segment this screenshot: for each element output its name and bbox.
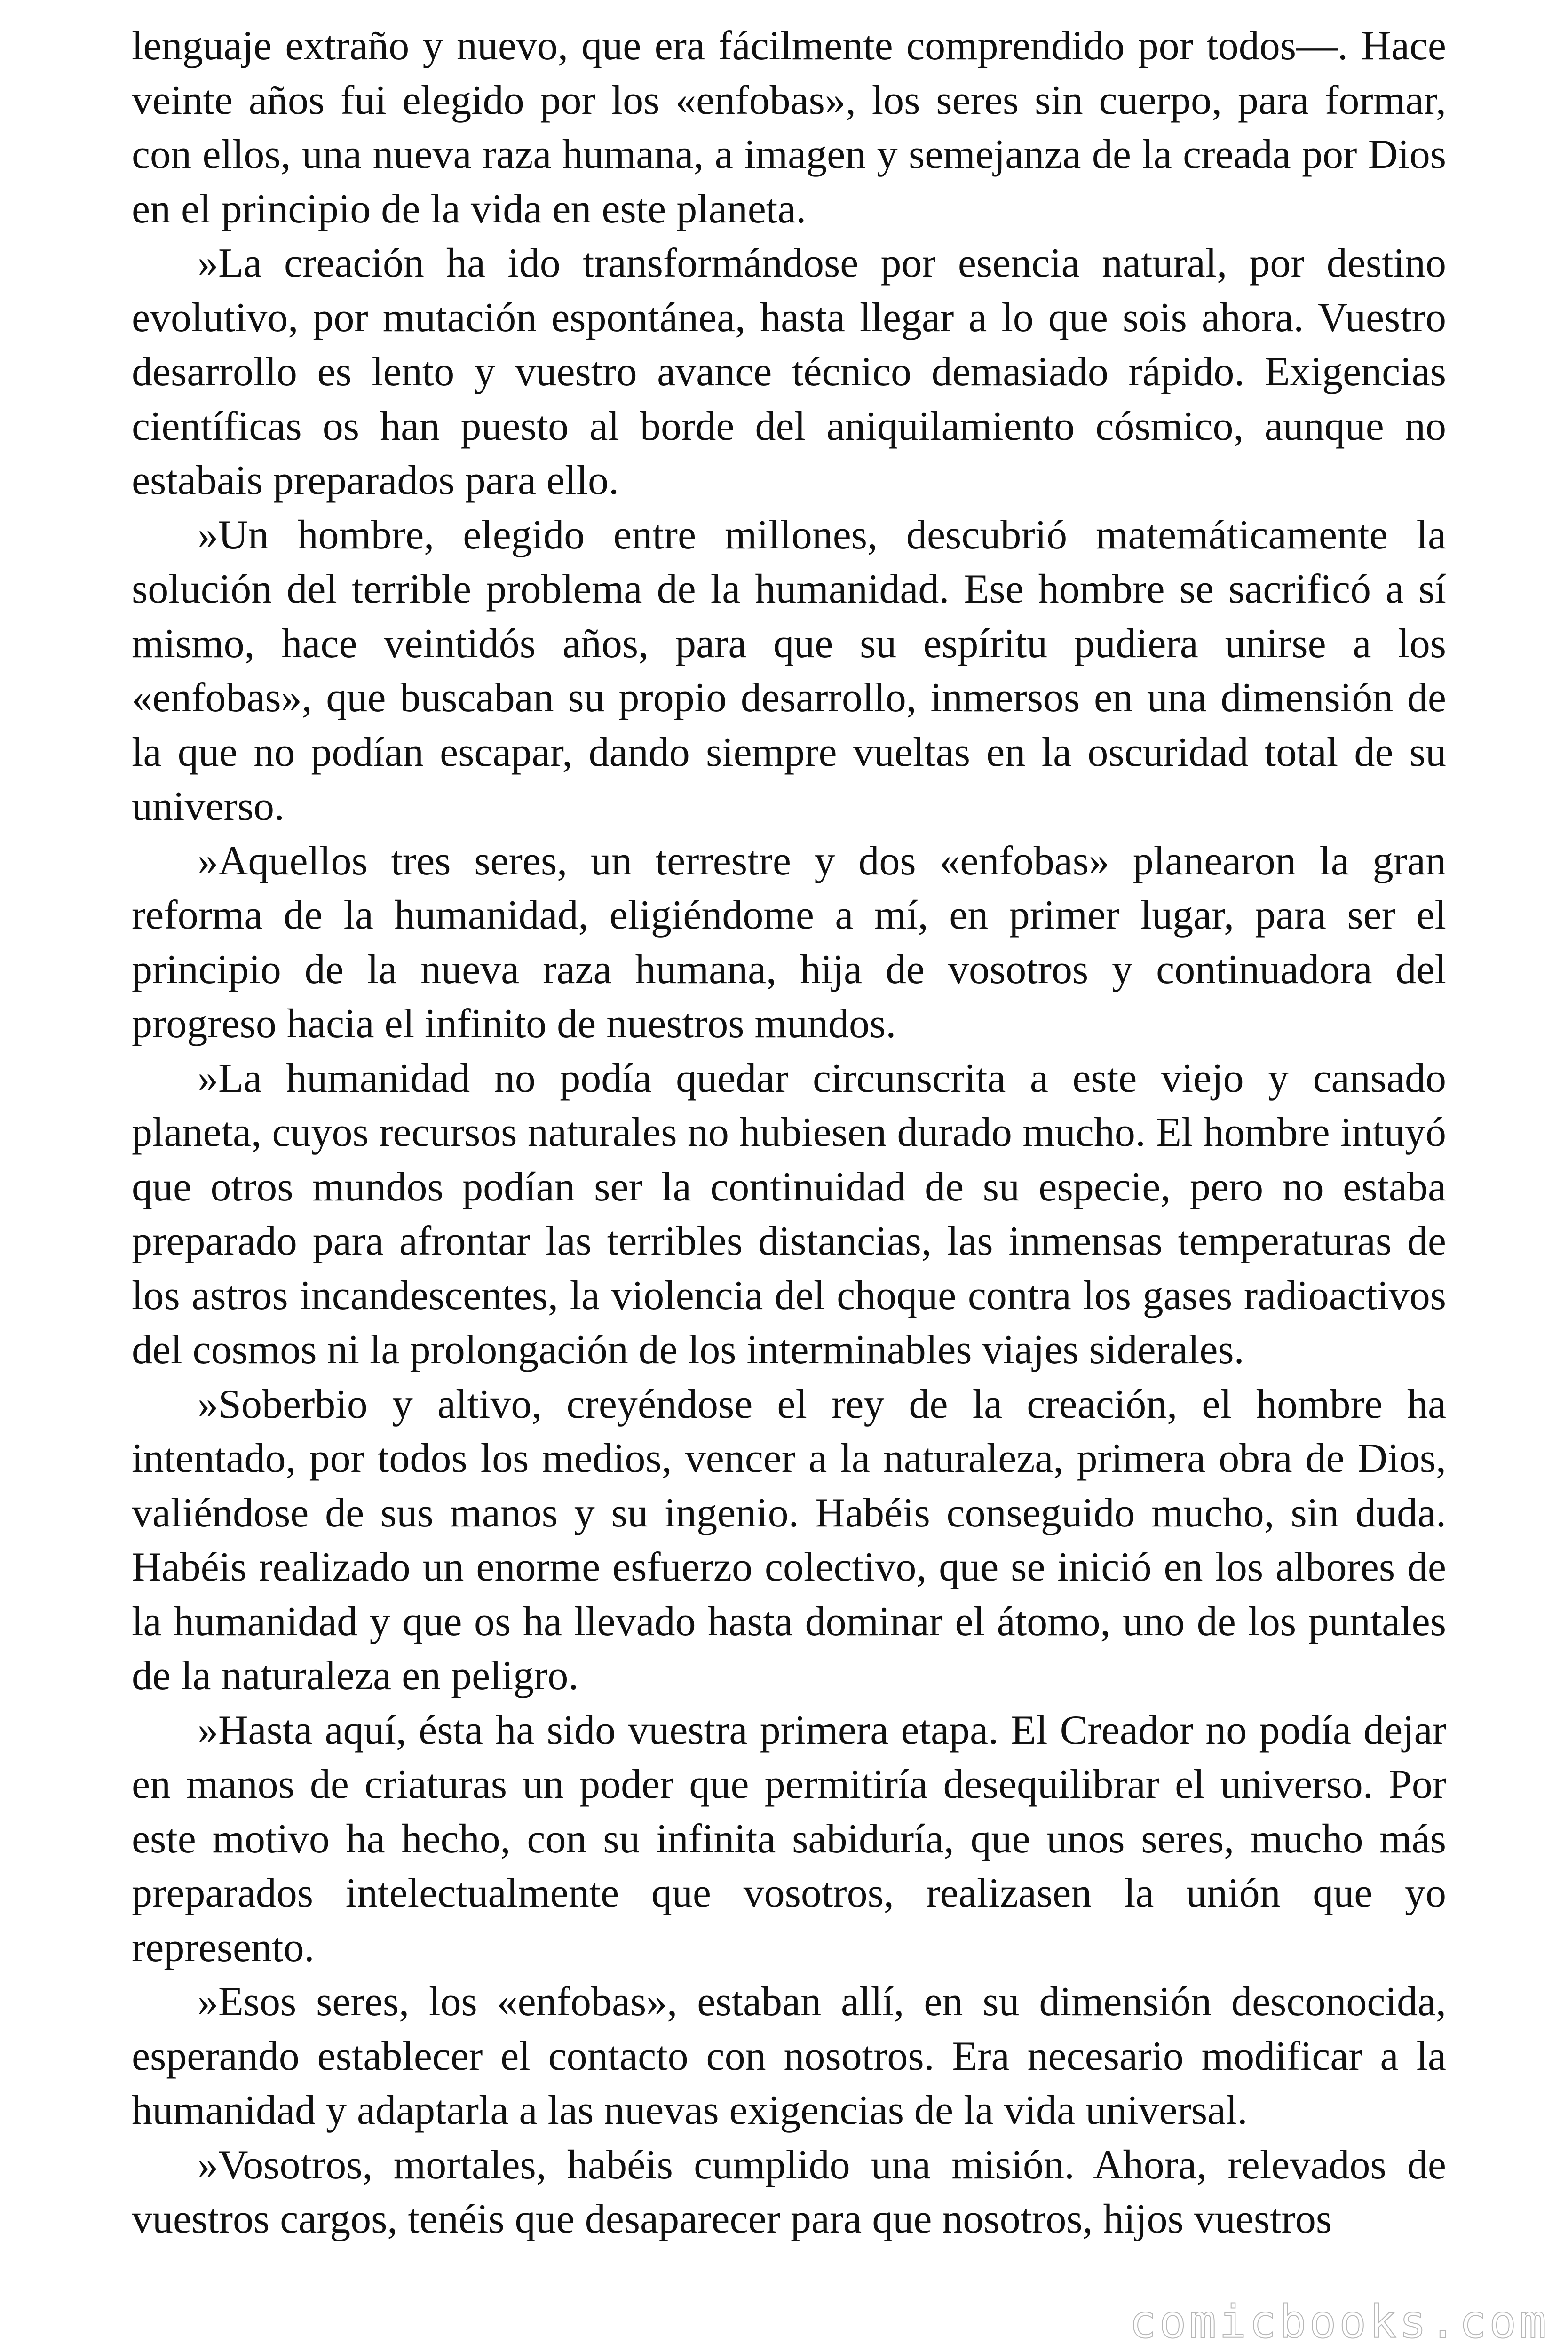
book-page-text	[132, 19, 1446, 2247]
paragraph: lenguaje extraño y nuevo, que era fácilmente comprendido por todos—. Hace veinte años fui elegido por los «enfobas», los seres sin cuerpo, para formar, con ellos, una nueva raza humana, a imagen y semejanza de la creada por Dios en el principio de la vida en este planeta.	[132, 23, 1446, 232]
paragraph: »La creación ha ido transformándose por esencia natural, por destino evolutivo, por mutación espontánea, hasta llegar a lo que sois ahora. Vuestro desarrollo es lento y vuestro avance técnico demasiado rápido. Exigencias científicas os han puesto al borde del aniquilamiento cósmico, aunque no estabais preparados para ello.	[132, 240, 1446, 503]
paragraph: »Un hombre, elegido entre millones, descubrió matemáticamente la solución del terrible problema de la humanidad. Ese hombre se sacrificó a sí mismo, hace veintidós años, para que su espíritu pudiera unirse a los «enfobas», que buscaban su propio desarrollo, inmersos en una dimensión de la que no podían escapar, dando siempre vueltas en la oscuridad total de su universo.	[132, 512, 1446, 829]
paragraph: »Vosotros, mortales, habéis cumplido una misión. Ahora, relevados de vuestros cargos, tenéis que desaparecer para que nosotros, hijos vuestros	[132, 2142, 1446, 2242]
paragraph: »Aquellos tres seres, un terrestre y dos «enfobas» planearon la gran reforma de la humanidad, eligiéndome a mí, en primer lugar, para ser el principio de la nueva raza humana, hija de vosotros y continuadora del progreso hacia el infinito de nuestros mundos.	[132, 838, 1446, 1047]
watermark: comicbooks.com	[1129, 2296, 1549, 2348]
paragraph: »Hasta aquí, ésta ha sido vuestra primera etapa. El Creador no podía dejar en manos de criaturas un poder que permitiría desequilibrar el universo. Por este motivo ha hecho, con su infinita sabiduría, que unos seres, mucho más preparados intelectualmente que vosotros, realizasen la unión que yo represento.	[132, 1707, 1446, 1971]
paragraph: »Esos seres, los «enfobas», estaban allí, en su dimensión desconocida, esperando establecer el contacto con nosotros. Era necesario modificar a la humanidad y adaptarla a las nuevas exigencias de la vida universal.	[132, 1979, 1446, 2133]
paragraph: »Soberbio y altivo, creyéndose el rey de la creación, el hombre ha intentado, por todos los medios, vencer a la naturaleza, primera obra de Dios, valiéndose de sus manos y su ingenio. Habéis conseguido mucho, sin duda. Habéis realizado un enorme esfuerzo colectivo, que se inició en los albores de la humanidad y que os ha llevado hasta dominar el átomo, uno de los puntales de la naturaleza en peligro.	[132, 1381, 1446, 1699]
paragraph: »La humanidad no podía quedar circunscrita a este viejo y cansado planeta, cuyos recursos naturales no hubiesen durado mucho. El hombre intuyó que otros mundos podían ser la continuidad de su especie, pero no estaba preparado para afrontar las terribles distancias, las inmensas temperaturas de los astros incandescentes, la violencia del choque contra los gases radioactivos del cosmos ni la prolongación de los interminables viajes siderales.	[132, 1055, 1446, 1373]
